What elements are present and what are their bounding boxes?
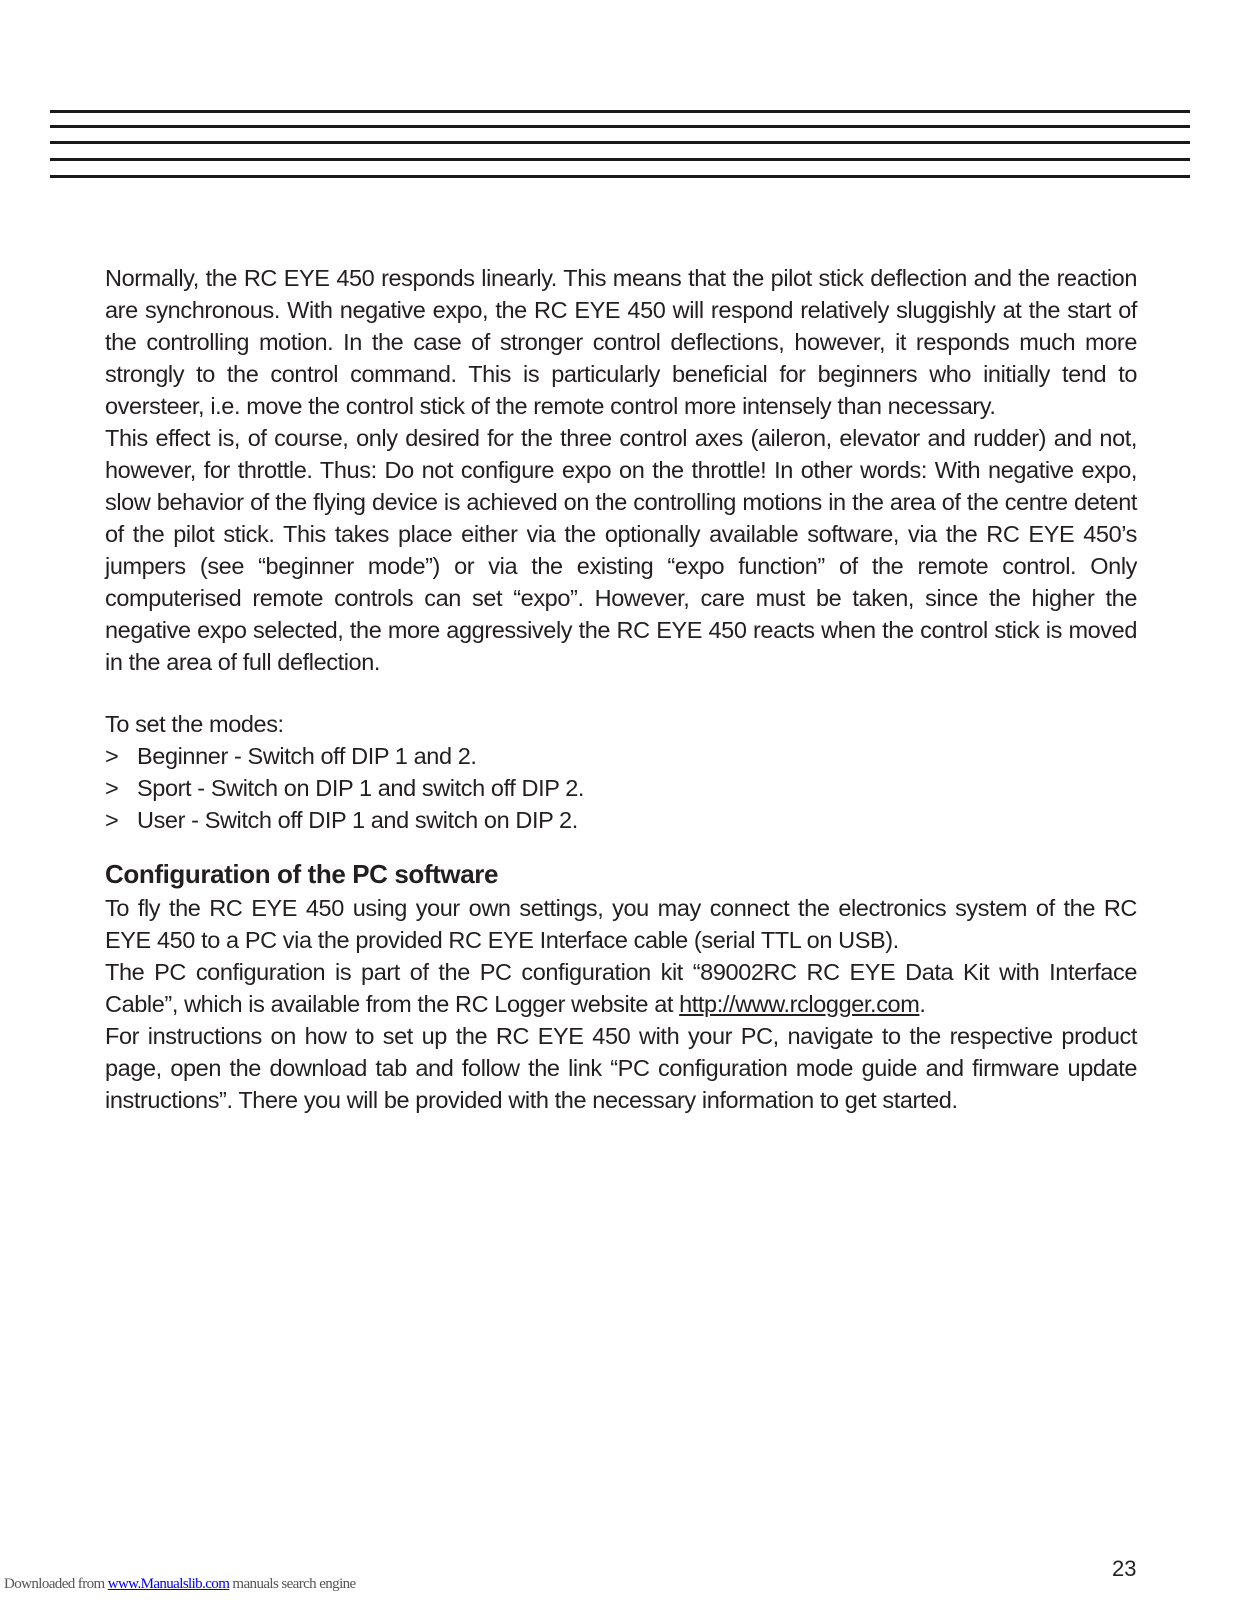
list-item [105,804,1137,836]
header-rule-3 [50,141,1190,144]
mode-sport: Sport - Switch on DIP 1 and switch off DIP 2. [137,775,585,801]
list-item [105,740,1137,772]
modes-intro: To set the modes: [105,711,284,737]
main-content [105,262,1137,1116]
list-marker: > [105,743,119,769]
spacer [105,678,1137,708]
header-rule-2 [50,125,1190,128]
header-rule-1 [50,110,1190,113]
mode-user: User - Switch off DIP 1 and switch on DIP 2. [137,807,578,833]
paragraph-pc-instructions: For instructions on how to set up the RC EYE 450 with your PC, navigate to the respective product page, open the download tab and follow the link “PC configuration mode guide and firmware update instructions”. There you will be provided with the necessary information to get started. [105,1023,1137,1113]
footer-suffix: manuals search engine [229,1576,356,1592]
list-marker: > [105,775,119,801]
header-rule-4 [50,158,1190,161]
list-item [105,772,1137,804]
page-number: 23 [1112,1556,1137,1581]
pc-kit-text: The PC configuration is part of the PC configuration kit “89002RC RC EYE Data Kit with Interface Cable”, which is available from the RC Logger website at [105,959,1137,1017]
header-rule-5 [50,175,1190,178]
list-marker: > [105,807,119,833]
manualslib-link[interactable]: www.Manualslib.com [107,1576,230,1592]
mode-beginner: Beginner - Switch off DIP 1 and 2. [137,743,477,769]
paragraph-expo-detail: This effect is, of course, only desired for the three control axes (aileron, elevator and rudder) and not, however, for throttle. Thus: Do not configure expo on the throttle! In other words: With negative expo, slow behavior of the flying device is achieved on the controlling motions in the area of the centre detent of the pilot stick. This takes place either via the optionally available software, via the RC EYE 450’s jumpers (see “beginner mode”) or via the existing “expo function” of the remote control. Only computerised remote controls can set “expo”. However, care must be taken, since the higher the negative expo selected, the more aggressively the RC EYE 450 reacts when the control stick is moved in the area of full deflection. [105,425,1137,675]
rclogger-link[interactable]: http://www.rclogger.com [679,991,920,1017]
paragraph-expo-intro: Normally, the RC EYE 450 responds linearly. This means that the pilot stick deflection and the reaction are synchronous. With negative expo, the RC EYE 450 will respond relatively sluggishly at the start of the controlling motion. In the case of stronger control deflections, however, it responds much more strongly to the control command. This is particularly beneficial for beginners who initially tend to oversteer, i.e. move the control stick of the remote control more intensely than necessary. [105,265,1137,419]
pc-kit-text-end: . [919,991,926,1017]
modes-list [105,740,1137,836]
section-title-pc-software: Configuration of the PC software [105,859,499,889]
paragraph-pc-kit [105,956,1137,1020]
footer [4,1576,356,1593]
paragraph-pc-connect: To fly the RC EYE 450 using your own settings, you may connect the electronics system of the RC EYE 450 to a PC via the provided RC EYE Interface cable (serial TTL on USB). [105,895,1137,953]
footer-prefix: Downloaded from [4,1576,108,1592]
